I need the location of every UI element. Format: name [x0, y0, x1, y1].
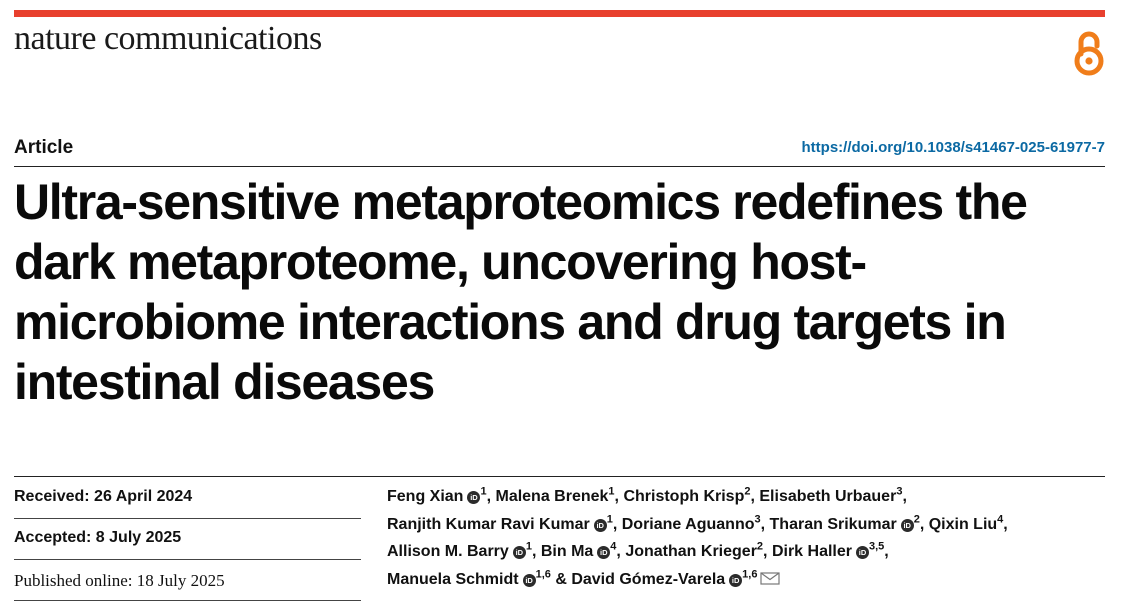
author-name[interactable]: Tharan Srikumar — [769, 515, 897, 533]
affiliation-number: 1 — [480, 485, 487, 498]
orcid-icon[interactable]: iD — [467, 491, 480, 504]
received-date: Received: 26 April 2024 — [14, 488, 193, 505]
author-name[interactable]: Christoph Krisp — [623, 488, 745, 505]
author-separator: , — [760, 515, 766, 533]
author-separator: , — [486, 488, 492, 505]
author-name[interactable]: Ranjith Kumar Ravi Kumar — [387, 515, 590, 533]
affiliation-number: 4 — [997, 513, 1004, 526]
affiliation-number: 1 — [606, 513, 613, 526]
author-separator: , — [919, 515, 925, 533]
author-name[interactable]: Elisabeth Urbauer — [759, 488, 897, 505]
author-name[interactable]: Manuela Schmidt — [387, 570, 519, 588]
doi-link[interactable]: https://doi.org/10.1038/s41467-025-61977-7 — [801, 139, 1105, 156]
orcid-icon[interactable]: iD — [597, 546, 610, 559]
affiliation-number: 1,6 — [535, 568, 551, 581]
affiliation-number: 1 — [608, 485, 615, 498]
author-list — [387, 483, 1117, 593]
affiliation-number: 2 — [756, 540, 764, 553]
author-separator: , — [612, 515, 618, 533]
author-name[interactable]: Qixin Liu — [928, 515, 998, 533]
orcid-icon[interactable]: iD — [594, 519, 607, 532]
journal-name[interactable]: nature communications — [14, 20, 322, 57]
author-name[interactable]: Feng Xian — [387, 488, 464, 505]
author-name[interactable]: Dirk Haller — [771, 543, 852, 560]
accepted-date: Accepted: 8 July 2025 — [14, 529, 182, 546]
mail-icon[interactable] — [760, 572, 780, 585]
author-separator: , — [763, 543, 768, 560]
author-separator: , — [616, 543, 621, 560]
affiliation-number: 4 — [610, 540, 617, 553]
affiliation-number: 3 — [754, 513, 761, 526]
open-access-icon — [1072, 28, 1106, 76]
affiliation-number: 1,6 — [742, 568, 758, 581]
orcid-icon[interactable]: iD — [729, 574, 742, 587]
affiliation-number: 1 — [525, 540, 532, 553]
affiliation-number: 2 — [744, 485, 751, 498]
author-separator: , — [531, 543, 537, 560]
orcid-icon[interactable]: iD — [513, 546, 526, 559]
affiliation-number: 3,5 — [869, 540, 885, 553]
author-separator: & — [550, 570, 567, 588]
title-divider — [14, 476, 1105, 477]
author-name[interactable]: David Gómez-Varela — [571, 570, 726, 588]
author-name[interactable]: Malena Brenek — [495, 488, 609, 505]
journal-accent-bar — [14, 10, 1105, 17]
author-name[interactable]: Allison M. Barry — [387, 543, 509, 560]
orcid-icon[interactable]: iD — [856, 546, 869, 559]
author-separator: , — [884, 543, 889, 560]
author-name[interactable]: Doriane Aguanno — [621, 515, 755, 533]
article-type-label: Article — [14, 137, 74, 158]
author-separator: , — [750, 488, 755, 505]
affiliation-number: 3 — [896, 485, 903, 498]
article-title: Ultra-sensitive metaproteomics redefines the dark metaproteome, uncovering host-microbiome interactions and drug targets in intestinal diseases — [14, 174, 1027, 410]
date-divider — [14, 600, 361, 601]
author-separator: , — [1003, 515, 1008, 533]
date-divider — [14, 518, 361, 519]
author-separator: , — [614, 488, 619, 505]
published-date: Published online: 18 July 2025 — [14, 571, 225, 590]
orcid-icon[interactable]: iD — [523, 574, 536, 587]
affiliation-number: 2 — [913, 513, 920, 526]
date-divider — [14, 559, 361, 560]
author-name[interactable]: Jonathan Krieger — [625, 543, 757, 560]
orcid-icon[interactable]: iD — [901, 519, 914, 532]
header-divider — [14, 166, 1105, 167]
author-name[interactable]: Bin Ma — [540, 543, 594, 560]
author-separator: , — [902, 488, 907, 505]
